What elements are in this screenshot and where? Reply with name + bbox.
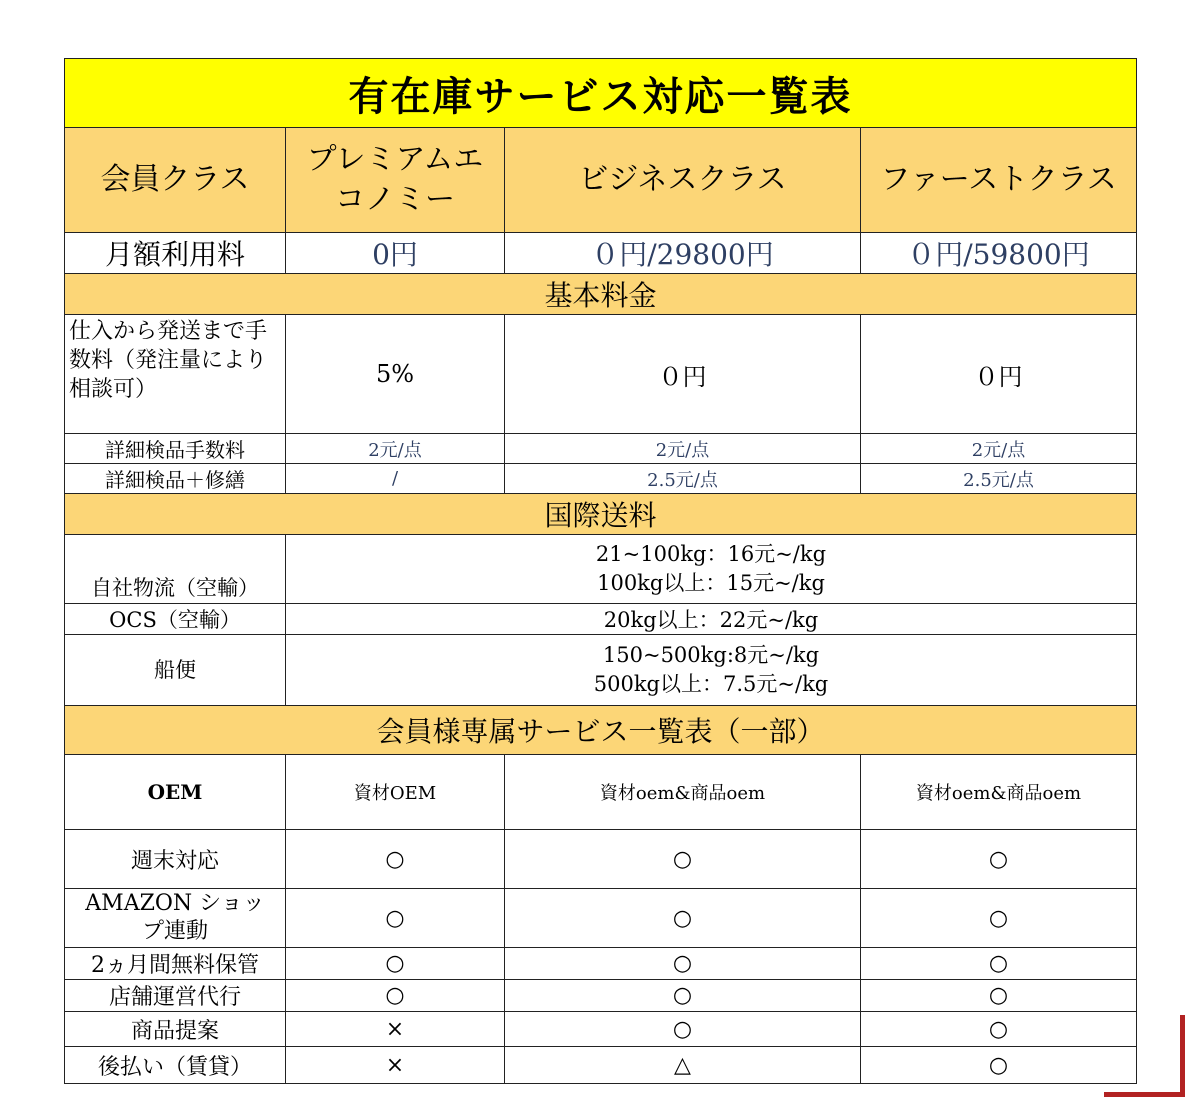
- weekend-support-business: ○: [505, 830, 861, 889]
- table-row: [65, 830, 1137, 889]
- header-first-class: ファーストクラス: [861, 128, 1137, 233]
- sea-freight-rates: [286, 635, 1137, 706]
- monthly-fee-first: ０円/59800円: [861, 233, 1137, 274]
- service-comparison-table: [64, 58, 1137, 1084]
- corner-decoration-vertical: [1180, 1015, 1185, 1097]
- weekend-support-premium: ○: [286, 830, 505, 889]
- store-management-first: ○: [861, 980, 1137, 1012]
- monthly-fee-premium: 0円: [286, 233, 505, 274]
- deferred-payment-business: △: [505, 1047, 861, 1084]
- amazon-shop-link-business: ○: [505, 889, 861, 948]
- own-logistics-rate-line: 21~100kg：16元~/kg: [595, 542, 827, 566]
- ocs-rate-line: 20kg以上：22元~/kg: [603, 608, 819, 632]
- table-row: [65, 535, 1137, 604]
- oem-label: OEM: [65, 755, 286, 830]
- inspection-repair-business: 2.5元/点: [505, 464, 861, 494]
- inspection-repair-first: 2.5元/点: [861, 464, 1137, 494]
- own-logistics-rates: [286, 535, 1137, 604]
- product-proposal-first: ○: [861, 1012, 1137, 1047]
- table-row: [65, 464, 1137, 494]
- product-proposal-premium: ×: [286, 1012, 505, 1047]
- inspection-fee-business: 2元/点: [505, 434, 861, 464]
- table-row: [65, 635, 1137, 706]
- inspection-fee-premium: 2元/点: [286, 434, 505, 464]
- table-row: [65, 315, 1137, 434]
- header-member-class: 会員クラス: [65, 128, 286, 233]
- free-storage-label: 2ヵ月間無料保管: [65, 948, 286, 980]
- table-row: [65, 889, 1137, 948]
- corner-decoration-horizontal: [1104, 1092, 1185, 1097]
- shipping-section-row: [65, 494, 1137, 535]
- amazon-shop-link-first: ○: [861, 889, 1137, 948]
- amazon-shop-link-label: [65, 889, 286, 948]
- header-row: [65, 128, 1137, 233]
- services-section-title: 会員様専属サービス一覧表（一部）: [65, 706, 1137, 755]
- store-management-business: ○: [505, 980, 861, 1012]
- free-storage-business: ○: [505, 948, 861, 980]
- handling-fee-business: ０円: [505, 315, 861, 434]
- table-row: [65, 1047, 1137, 1084]
- handling-fee-label: 仕入から発送まで手数料（発注量により相談可）: [65, 315, 286, 434]
- ocs-label: OCS（空輸）: [65, 604, 286, 635]
- table-row: [65, 980, 1137, 1012]
- monthly-fee-label: 月額利用料: [65, 233, 286, 274]
- table-row: [65, 434, 1137, 464]
- header-business-class: ビジネスクラス: [505, 128, 861, 233]
- inspection-fee-label: 詳細検品手数料: [65, 434, 286, 464]
- oem-first: 資材oem&商品oem: [861, 755, 1137, 830]
- oem-business: 資材oem&商品oem: [505, 755, 861, 830]
- monthly-fee-row: [65, 233, 1137, 274]
- handling-fee-first: ０円: [861, 315, 1137, 434]
- free-storage-premium: ○: [286, 948, 505, 980]
- shipping-section-title: 国際送料: [65, 494, 1137, 535]
- inspection-repair-label: 詳細検品＋修繕: [65, 464, 286, 494]
- deferred-payment-first: ○: [861, 1047, 1137, 1084]
- table-row: [65, 948, 1137, 980]
- title-row: [65, 59, 1137, 128]
- weekend-support-label: 週末対応: [65, 830, 286, 889]
- store-management-label: 店舗運営代行: [65, 980, 286, 1012]
- services-section-row: [65, 706, 1137, 755]
- oem-premium: 資材OEM: [286, 755, 505, 830]
- sea-freight-rate-line: 500kg以上：7.5元~/kg: [593, 672, 829, 696]
- free-storage-first: ○: [861, 948, 1137, 980]
- header-premium-economy-label: プレミアムエコノミー: [306, 142, 484, 217]
- table-title: 有在庫サービス対応一覧表: [65, 59, 1137, 128]
- inspection-repair-premium: /: [286, 464, 505, 494]
- table-row: [65, 604, 1137, 635]
- own-logistics-rate-line: 100kg以上：15元~/kg: [597, 571, 825, 595]
- service-table-container: [64, 58, 1136, 1084]
- handling-fee-premium: 5%: [286, 315, 505, 434]
- deferred-payment-premium: ×: [286, 1047, 505, 1084]
- weekend-support-first: ○: [861, 830, 1137, 889]
- amazon-shop-link-label-text: AMAZON ショップ連動: [85, 891, 265, 944]
- sea-freight-label: 船便: [65, 635, 286, 706]
- amazon-shop-link-premium: ○: [286, 889, 505, 948]
- product-proposal-label: 商品提案: [65, 1012, 286, 1047]
- store-management-premium: ○: [286, 980, 505, 1012]
- basic-section-title: 基本料金: [65, 274, 1137, 315]
- table-row: [65, 1012, 1137, 1047]
- inspection-fee-first: 2元/点: [861, 434, 1137, 464]
- own-logistics-label: 自社物流（空輸）: [65, 535, 286, 604]
- ocs-rates: [286, 604, 1137, 635]
- sea-freight-rate-line: 150~500kg:8元~/kg: [602, 643, 820, 667]
- header-premium-economy: [286, 128, 505, 233]
- table-row: [65, 755, 1137, 830]
- product-proposal-business: ○: [505, 1012, 861, 1047]
- monthly-fee-business: ０円/29800円: [505, 233, 861, 274]
- deferred-payment-label: 後払い（賃貸）: [65, 1047, 286, 1084]
- basic-section-row: [65, 274, 1137, 315]
